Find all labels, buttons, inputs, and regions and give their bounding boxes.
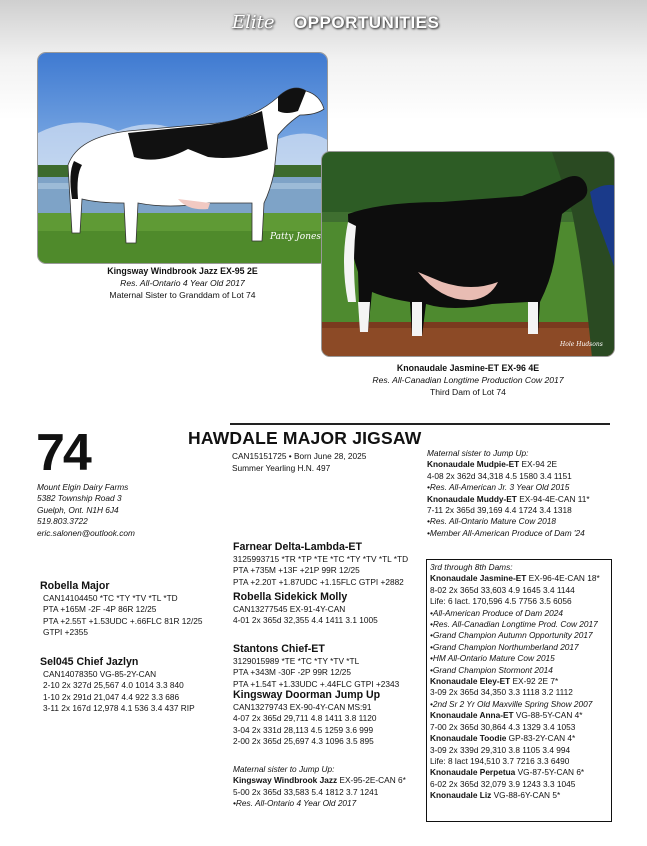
caption-2-line2: Third Dam of Lot 74 [430, 387, 506, 397]
sire-line: PTA +2.55T +1.53UDC +.66FLC 81R 12/25 [43, 615, 203, 626]
photo-kingsway-windbrook-jazz [37, 52, 328, 264]
photographer-credit-2: Hole Hudsons [560, 341, 603, 348]
dam-award: •2nd Sr 2 Yr Old Maxville Spring Show 2007 [430, 698, 593, 709]
photographer-credit-1: Patty Jones [270, 232, 321, 242]
caption-photo-2 [321, 362, 615, 398]
dam-award: •Grand Champion Stormont 2014 [430, 664, 553, 675]
sister-bottom-name: Kingsway Windbrook Jazz [233, 775, 338, 786]
header-opportunities: OPPORTUNITIES [294, 13, 440, 32]
sister-right-name: Knonaudale Muddy-ET [427, 493, 517, 504]
sister-right-label: Maternal sister to Jump Up: [427, 448, 529, 458]
sister-right-record: 4-08 2x 362d 34,318 4.5 1580 3.4 1151 [427, 470, 572, 481]
lot-divider [230, 423, 610, 425]
dams-dam-name: Kingsway Doorman Jump Up [233, 689, 381, 701]
page-header [0, 0, 647, 50]
sister-bottom-record: 5-00 2x 365d 33,583 5.4 1812 3.7 1241 [233, 786, 379, 797]
caption-1-name: Kingsway Windbrook Jazz EX-95 2E [107, 266, 258, 276]
sister-right-score: EX-94-4E-CAN 11* [516, 493, 590, 504]
consignor-city: Guelph, Ont. N1H 6J4 [37, 504, 119, 515]
dam-score: VG-87-5Y-CAN 6* [515, 767, 585, 778]
sires-sire-name: Farnear Delta-Lambda-ET [233, 541, 362, 553]
dam-award: •Res. All-Canadian Longtime Prod. Cow 2017 [430, 619, 598, 630]
header-elite: Elite [232, 12, 275, 33]
maternal-sisters-right [427, 448, 590, 539]
sires-dam-block [233, 591, 378, 627]
dams-box-content [430, 562, 600, 802]
sires-dam-line: CAN13277545 EX-91-4Y-CAN [233, 604, 346, 614]
dam-record: 6-02 2x 365d 32,079 3.9 1243 3.3 1045 [430, 778, 576, 789]
dam-score: VG-88-5Y-CAN 4* [513, 710, 583, 721]
consignor-email: eric.salonen@outlook.com [37, 527, 135, 538]
animal-class: Summer Yearling H.N. 497 [232, 463, 331, 473]
dam-record: 3-09 2x 365d 34,350 3.3 1118 3.2 1112 [430, 687, 573, 698]
sire-line: GTPI +2355 [43, 627, 88, 638]
dam-line: 3-11 2x 167d 12,978 4.1 536 3.4 437 RIP [43, 703, 195, 714]
dam-lifetime: Life: 6 lact. 170,596 4.5 7756 3.5 6056 [430, 596, 572, 607]
sister-right-record: 7-11 2x 365d 39,169 4.4 1724 3.4 1318 [427, 505, 572, 516]
sires-sire-line: PTA +2.20T +1.87UDC +1.15FLC GTPI +2882 [233, 576, 404, 587]
sire-name: Robella Major [40, 580, 110, 592]
caption-1-line1: Res. All-Ontario 4 Year Old 2017 [120, 278, 245, 288]
sires-sire-block [233, 541, 408, 588]
sister-bottom-label: Maternal sister to Jump Up: [233, 764, 335, 774]
sires-sire-line: 3125993715 *TR *TP *TE *TC *TY *TV *TL *TD [233, 554, 409, 564]
dam-name: Sel045 Chief Jazlyn [40, 656, 139, 668]
dam-lifetime: Life: 8 lact 194,510 3.7 7216 3.3 6490 [430, 755, 570, 766]
sister-right-score: EX-94 2E [519, 459, 558, 470]
dams-dam-block [233, 689, 380, 748]
dams-dam-line: 4-07 2x 365d 29,711 4.8 1411 3.8 1120 [233, 713, 377, 724]
sire-line: CAN14104450 *TC *TY *TV *TL *TD [43, 593, 178, 603]
dam-score: EX-96-4E-CAN 18* [526, 573, 600, 584]
dam-record: 3-09 2x 339d 29,310 3.8 1105 3.4 994 [430, 744, 571, 755]
sires-sire-line: PTA +735M +13F +21P 99R 12/25 [233, 565, 360, 576]
caption-1-line2: Maternal Sister to Granddam of Lot 74 [109, 290, 256, 300]
consignor-phone: 519.803.3722 [37, 516, 88, 527]
sister-bottom-score: EX-95-2E-CAN 6* [337, 775, 406, 786]
sire-block [40, 580, 203, 639]
dams-sire-line: PTA +343M -30F -2P 99R 12/25 [233, 667, 351, 678]
sister-right-award: •Res. All-American Jr. 3 Year Old 2015 [427, 482, 570, 493]
dam-name: Knonaudale Perpetua [430, 767, 516, 778]
dam-score: GP-83-2Y-CAN 4* [506, 733, 576, 744]
dam-name: Knonaudale Liz [430, 790, 492, 801]
caption-photo-1 [37, 265, 328, 301]
photo-knonaudale-jasmine [321, 151, 615, 357]
dams-sire-block [233, 643, 399, 690]
dam-name: Knonaudale Toodie [430, 733, 507, 744]
dams-sire-name: Stantons Chief-ET [233, 643, 325, 655]
dam-record: 8-02 2x 365d 33,603 4.9 1645 3.4 1144 [430, 584, 575, 595]
consignor-block [37, 482, 135, 539]
dam-name: Knonaudale Anna-ET [430, 710, 514, 721]
sister-bottom-award: •Res. All-Ontario 4 Year Old 2017 [233, 798, 357, 809]
sister-right-award: •Res. All-Ontario Mature Cow 2018 [427, 516, 556, 527]
consignor-address: 5382 Township Road 3 [37, 493, 122, 504]
sire-line: PTA +165M -2F -4P 86R 12/25 [43, 604, 157, 615]
dam-line: CAN14078350 VG-85-2Y-CAN [43, 669, 157, 679]
sister-right-award: •Member All-American Produce of Dam '24 [427, 527, 585, 538]
dam-name: Knonaudale Eley-ET [430, 676, 511, 687]
consignor-name: Mount Elgin Dairy Farms [37, 482, 129, 492]
dam-score: EX-92 2E 7* [510, 676, 559, 687]
dam-line: 2-10 2x 327d 25,567 4.0 1014 3.3 840 [43, 680, 184, 691]
dam-award: •Grand Champion Northumberland 2017 [430, 641, 579, 652]
dams-sire-line: PTA +1.54T +1.33UDC +.44FLC GTPI +2343 [233, 678, 400, 689]
sires-dam-name: Robella Sidekick Molly [233, 591, 348, 603]
sires-dam-line: 4-01 2x 365d 32,355 4.4 1411 3.1 1005 [233, 615, 378, 626]
dams-sire-line: 3129015989 *TE *TC *TY *TV *TL [233, 656, 360, 666]
dams-dam-line: CAN13279743 EX-90-4Y-CAN MS:91 [233, 702, 372, 712]
dam-line: 1-10 2x 291d 21,047 4.4 922 3.3 686 [43, 691, 180, 702]
dam-record: 7-00 2x 365d 30,864 4.3 1329 3.4 1053 [430, 721, 576, 732]
dam-award: •Grand Champion Autumn Opportunity 2017 [430, 630, 593, 641]
caption-2-name: Knonaudale Jasmine-ET EX-96 4E [396, 363, 540, 373]
lot-title: HAWDALE MAJOR JIGSAW [188, 428, 422, 448]
caption-2-line1: Res. All-Canadian Longtime Production Cow 2017 [372, 375, 564, 385]
dam-block [40, 656, 195, 715]
dam-award: •All-American Produce of Dam 2024 [430, 607, 563, 618]
sister-right-name: Knonaudale Mudpie-ET [427, 459, 520, 470]
dam-score: VG-88-6Y-CAN 5* [491, 790, 561, 801]
dams-dam-line: 3-04 2x 331d 28,113 4.5 1259 3.6 999 [233, 724, 374, 735]
dam-award: •HM All-Ontario Mature Cow 2015 [430, 653, 555, 664]
animal-registration: CAN15151725 • Born June 28, 2025 [232, 451, 367, 461]
dams-box-label: 3rd through 8th Dams: [430, 562, 513, 572]
lot-number: 74 [36, 424, 90, 482]
dam-name: Knonaudale Jasmine-ET [430, 573, 527, 584]
dams-dam-line: 2-00 2x 365d 25,697 4.3 1096 3.5 895 [233, 736, 374, 747]
maternal-sister-bottom [233, 764, 406, 810]
